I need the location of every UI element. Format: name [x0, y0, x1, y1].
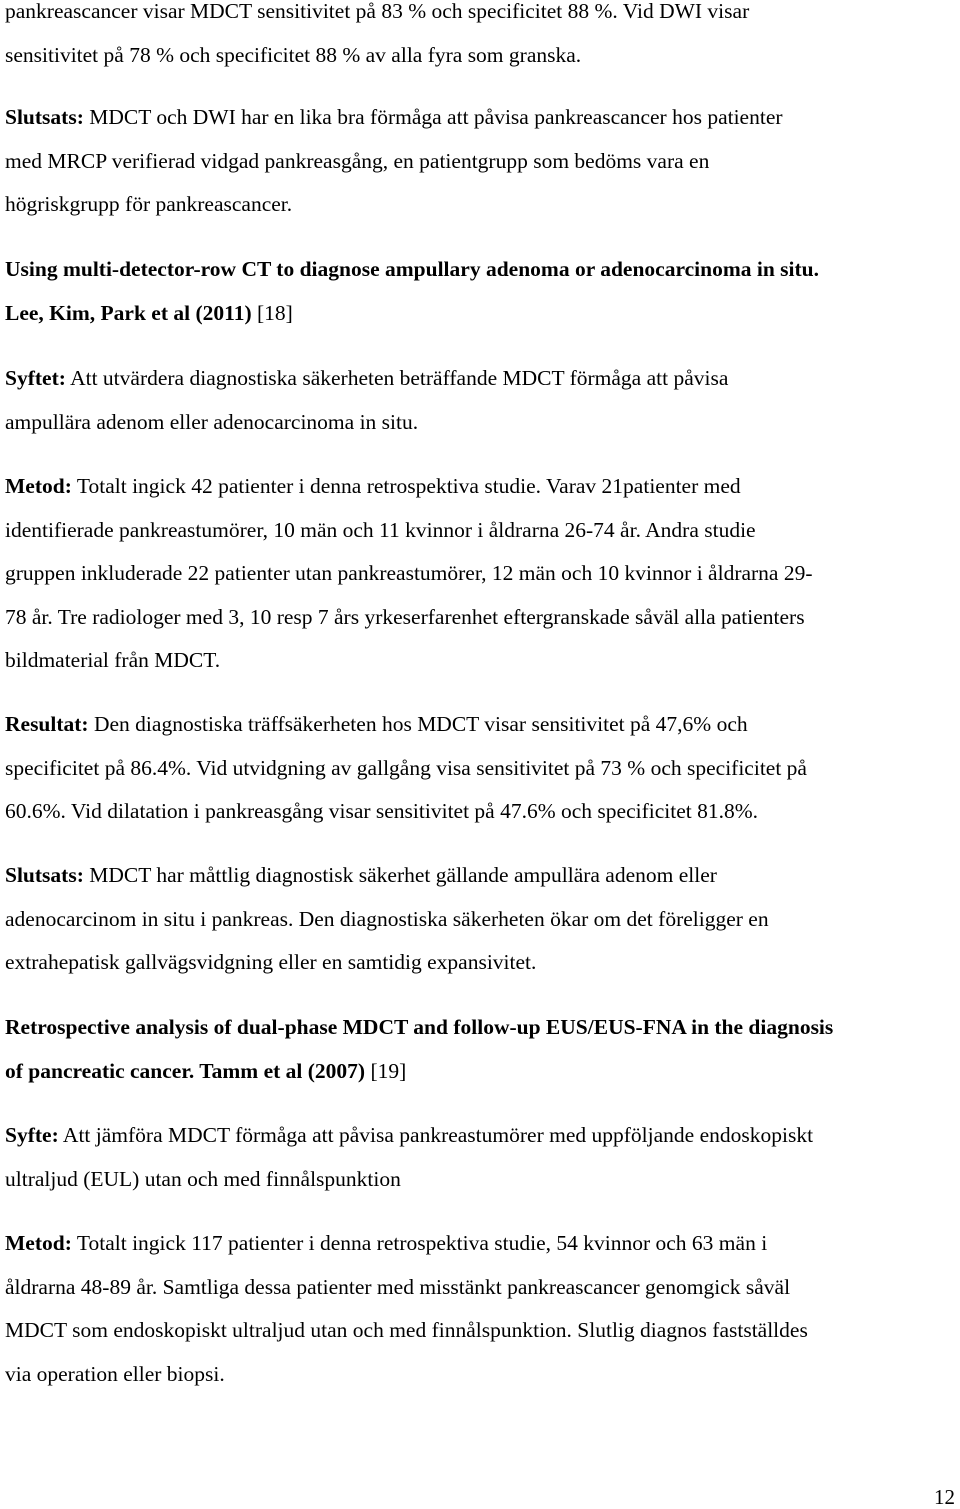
study-3-syfte: [5, 1114, 813, 1201]
study-3-title-line-2: of pancreatic cancer.: [5, 1058, 195, 1083]
study-2-metod-line-2: identifierade pankreastumörer, 10 män och 11 kvinnor i åldrarna 26-74 år. Andra studie: [5, 517, 756, 542]
study-2-metod: [5, 465, 813, 683]
slutsats-1-line-3: högriskgrupp för pankreascancer.: [5, 192, 293, 216]
study-3-metod-label: Metod:: [5, 1231, 72, 1255]
study-2-heading: [5, 248, 819, 335]
study-2-ref: [18]: [251, 300, 293, 325]
study-3-metod-line-3: MDCT som endoskopiskt ultraljud utan och med finnålspunktion. Slutlig diagnos fastställdes: [5, 1318, 808, 1342]
slutsats-1-label: Slutsats:: [5, 105, 84, 129]
study-2-syfte-line-1: Att utvärdera diagnostiska säkerheten beträffande MDCT förmåga att påvisa: [65, 366, 729, 390]
intro-continuation: [5, 0, 749, 77]
study-2-resultat-line-3: 60.6%. Vid dilatation i pankreasgång visar sensitivitet på 47.6% och specificitet 81.8%.: [5, 799, 759, 823]
slutsats-1-line-2: med MRCP verifierad vidgad pankreasgång, en patientgrupp som bedöms vara en: [5, 148, 710, 173]
study-2-resultat: [5, 703, 807, 834]
study-3-metod: [5, 1222, 808, 1396]
study-2-slutsats-line-2: adenocarcinom in situ i pankreas. Den diagnostiska säkerheten ökar om det föreligger en: [5, 906, 769, 931]
study-2-authors: Lee, Kim, Park et al (2011): [5, 300, 252, 325]
study-2-metod-line-5: bildmaterial från MDCT.: [5, 648, 221, 672]
study-2-resultat-line-1: Den diagnostiska träffsäkerheten hos MDCT visar sensitivitet på 47,6% och: [88, 712, 748, 736]
study-3-authors: Tamm et al (2007): [194, 1058, 366, 1083]
study-2-metod-line-3: gruppen inkluderade 22 patienter utan pankreastumörer, 12 män och 10 kvinnor i åldrarna 29-: [5, 561, 813, 585]
slutsats-1-paragraph: [5, 96, 783, 227]
study-2-title: Using multi-detector-row CT to diagnose ampullary adenoma or adenocarcinoma in situ.: [5, 257, 820, 281]
study-2-resultat-line-2: specificitet på 86.4%. Vid utvidgning av gallgång visa sensitivitet på 73 % och specificitet på: [5, 755, 807, 780]
study-2-syfte-label: Syftet:: [5, 366, 66, 390]
study-2-slutsats-label: Slutsats:: [5, 863, 84, 887]
study-3-metod-line-4: via operation eller biopsi.: [5, 1361, 225, 1386]
study-2-metod-line-4: 78 år. Tre radiologer med 3, 10 resp 7 års yrkeserfarenhet eftergranskade såväl alla patienters: [5, 604, 805, 629]
study-3-ref: [19]: [365, 1058, 407, 1083]
study-2-slutsats: [5, 854, 769, 985]
intro-line-2: sensitivitet på 78 % och specificitet 88 % av alla fyra som granska.: [5, 42, 582, 67]
study-2-metod-line-1: Totalt ingick 42 patienter i denna retrospektiva studie. Varav 21patienter med: [71, 474, 741, 498]
study-2-slutsats-line-3: extrahepatisk gallvägsvidgning eller en samtidig expansivitet.: [5, 950, 537, 974]
study-3-syfte-line-2: ultraljud (EUL) utan och med finnålspunktion: [5, 1166, 401, 1191]
study-2-resultat-label: Resultat:: [5, 712, 89, 736]
study-2-syfte-line-2: ampullära adenom eller adenocarcinoma in situ.: [5, 409, 419, 434]
study-2-metod-label: Metod:: [5, 474, 72, 498]
study-2-slutsats-line-1: MDCT har måttlig diagnostisk säkerhet gällande ampullära adenom eller: [83, 863, 717, 887]
study-3-syfte-label: Syfte:: [5, 1123, 59, 1147]
study-3-title-line-1: Retrospective analysis of dual-phase MDCT and follow-up EUS/EUS-FNA in the diagnosis: [5, 1015, 834, 1039]
study-3-metod-line-2: åldrarna 48-89 år. Samtliga dessa patienter med misstänkt pankreascancer genomgick såväl: [5, 1274, 791, 1299]
study-3-syfte-line-1: Att jämföra MDCT förmåga att påvisa pankreastumörer med uppföljande endoskopiskt: [58, 1123, 814, 1147]
slutsats-1-line-1: MDCT och DWI har en lika bra förmåga att påvisa pankreascancer hos patienter: [83, 105, 783, 129]
intro-line-1: pankreascancer visar MDCT sensitivitet på 83 % och specificitet 88 %. Vid DWI visar: [5, 0, 750, 23]
study-3-metod-line-1: Totalt ingick 117 patienter i denna retrospektiva studie, 54 kvinnor och 63 män i: [71, 1231, 768, 1255]
page-number: 12: [934, 1485, 955, 1509]
study-3-heading: [5, 1006, 833, 1093]
study-2-syfte: [5, 357, 728, 444]
